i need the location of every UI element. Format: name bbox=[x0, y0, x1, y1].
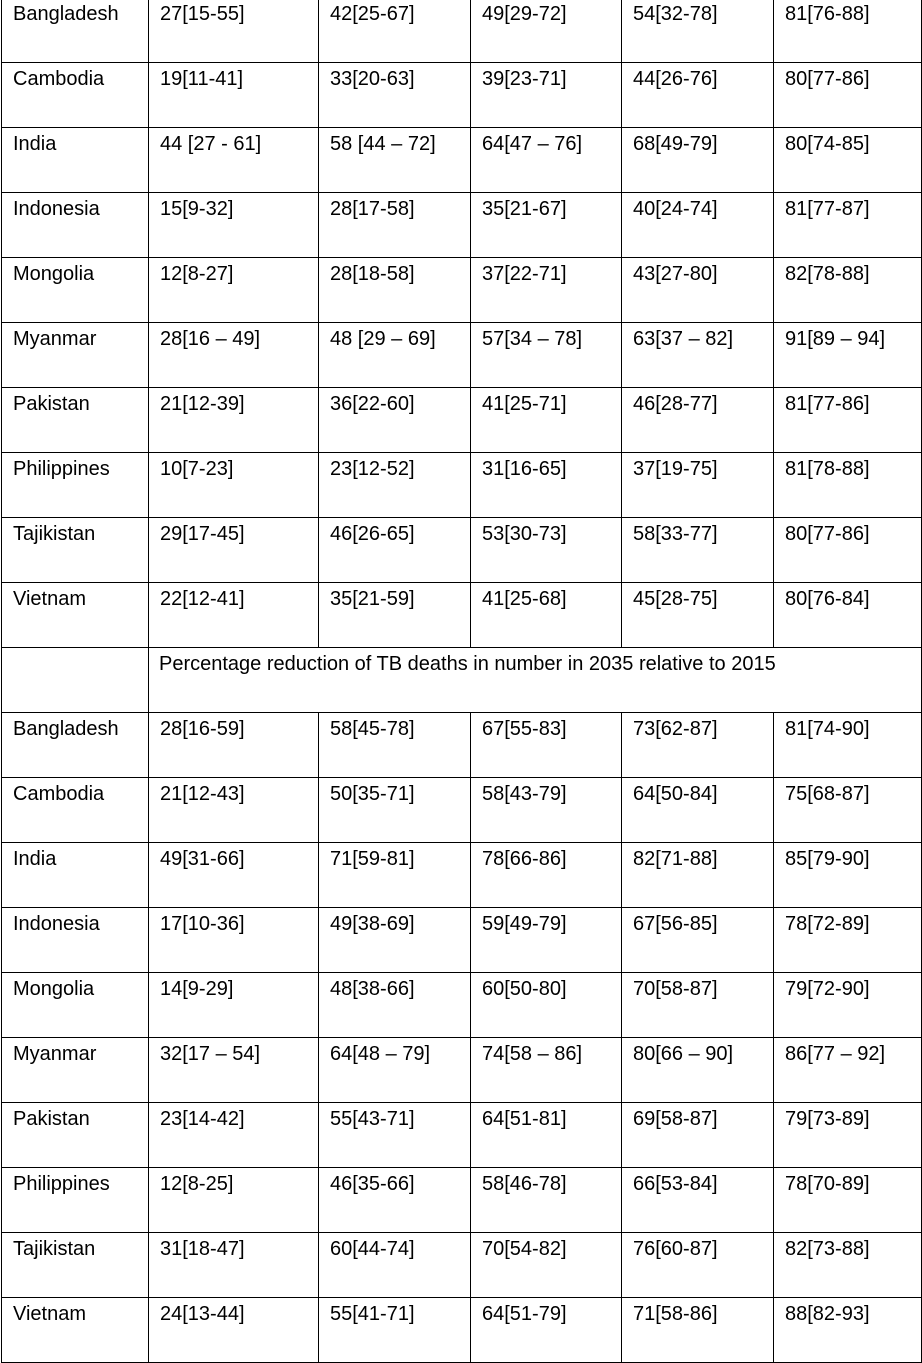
country-cell: Philippines bbox=[2, 1168, 149, 1233]
table-row bbox=[2, 908, 922, 973]
value-cell: 64[50-84] bbox=[622, 778, 774, 843]
country-cell: Tajikistan bbox=[2, 518, 149, 583]
country-cell: Myanmar bbox=[2, 323, 149, 388]
value-cell: 17[10-36] bbox=[149, 908, 319, 973]
table-row bbox=[2, 453, 922, 518]
value-cell: 49[38-69] bbox=[319, 908, 471, 973]
value-cell: 70[58-87] bbox=[622, 973, 774, 1038]
value-cell: 37[19-75] bbox=[622, 453, 774, 518]
value-cell: 58[33-77] bbox=[622, 518, 774, 583]
value-cell: 24[13-44] bbox=[149, 1298, 319, 1363]
value-cell: 28[17-58] bbox=[319, 193, 471, 258]
value-cell: 70[54-82] bbox=[471, 1233, 622, 1298]
value-cell: 55[43-71] bbox=[319, 1103, 471, 1168]
table-row bbox=[2, 973, 922, 1038]
value-cell: 21[12-39] bbox=[149, 388, 319, 453]
value-cell: 21[12-43] bbox=[149, 778, 319, 843]
value-cell: 80[77-86] bbox=[774, 63, 922, 128]
country-cell: Mongolia bbox=[2, 258, 149, 323]
results-table-body bbox=[2, 0, 922, 1363]
table-row bbox=[2, 388, 922, 453]
value-cell: 23[12-52] bbox=[319, 453, 471, 518]
value-cell: 80[66 – 90] bbox=[622, 1038, 774, 1103]
country-cell: Indonesia bbox=[2, 193, 149, 258]
value-cell: 14[9-29] bbox=[149, 973, 319, 1038]
value-cell: 45[28-75] bbox=[622, 583, 774, 648]
value-cell: 35[21-67] bbox=[471, 193, 622, 258]
value-cell: 48[38-66] bbox=[319, 973, 471, 1038]
value-cell: 66[53-84] bbox=[622, 1168, 774, 1233]
table-row bbox=[2, 193, 922, 258]
country-cell: Mongolia bbox=[2, 973, 149, 1038]
value-cell: 91[89 – 94] bbox=[774, 323, 922, 388]
value-cell: 33[20-63] bbox=[319, 63, 471, 128]
value-cell: 67[55-83] bbox=[471, 713, 622, 778]
value-cell: 44[26-76] bbox=[622, 63, 774, 128]
value-cell: 22[12-41] bbox=[149, 583, 319, 648]
value-cell: 48 [29 – 69] bbox=[319, 323, 471, 388]
value-cell: 79[73-89] bbox=[774, 1103, 922, 1168]
value-cell: 58[43-79] bbox=[471, 778, 622, 843]
country-cell: Myanmar bbox=[2, 1038, 149, 1103]
value-cell: 81[77-86] bbox=[774, 388, 922, 453]
table-row bbox=[2, 778, 922, 843]
value-cell: 64[47 – 76] bbox=[471, 128, 622, 193]
value-cell: 43[27-80] bbox=[622, 258, 774, 323]
table-row bbox=[2, 323, 922, 388]
results-table bbox=[1, 0, 922, 1363]
value-cell: 49[31-66] bbox=[149, 843, 319, 908]
value-cell: 82[73-88] bbox=[774, 1233, 922, 1298]
value-cell: 86[77 – 92] bbox=[774, 1038, 922, 1103]
value-cell: 81[78-88] bbox=[774, 453, 922, 518]
value-cell: 31[18-47] bbox=[149, 1233, 319, 1298]
table-row bbox=[2, 1103, 922, 1168]
country-cell: Cambodia bbox=[2, 778, 149, 843]
value-cell: 67[56-85] bbox=[622, 908, 774, 973]
value-cell: 80[77-86] bbox=[774, 518, 922, 583]
table-row bbox=[2, 1168, 922, 1233]
table-row bbox=[2, 1233, 922, 1298]
value-cell: 78[66-86] bbox=[471, 843, 622, 908]
country-cell: Tajikistan bbox=[2, 1233, 149, 1298]
value-cell: 28[16 – 49] bbox=[149, 323, 319, 388]
value-cell: 64[48 – 79] bbox=[319, 1038, 471, 1103]
table-row bbox=[2, 843, 922, 908]
value-cell: 19[11-41] bbox=[149, 63, 319, 128]
value-cell: 27[15-55] bbox=[149, 0, 319, 63]
table-row bbox=[2, 1038, 922, 1103]
table-row bbox=[2, 518, 922, 583]
value-cell: 10[7-23] bbox=[149, 453, 319, 518]
section-title: Percentage reduction of TB deaths in number in 2035 relative to 2015 bbox=[149, 648, 922, 713]
value-cell: 81[77-87] bbox=[774, 193, 922, 258]
country-cell: Pakistan bbox=[2, 1103, 149, 1168]
value-cell: 12[8-25] bbox=[149, 1168, 319, 1233]
value-cell: 46[28-77] bbox=[622, 388, 774, 453]
value-cell: 28[18-58] bbox=[319, 258, 471, 323]
value-cell: 58[45-78] bbox=[319, 713, 471, 778]
value-cell: 64[51-81] bbox=[471, 1103, 622, 1168]
value-cell: 69[58-87] bbox=[622, 1103, 774, 1168]
value-cell: 78[70-89] bbox=[774, 1168, 922, 1233]
value-cell: 41[25-68] bbox=[471, 583, 622, 648]
table-row bbox=[2, 63, 922, 128]
value-cell: 60[50-80] bbox=[471, 973, 622, 1038]
value-cell: 42[25-67] bbox=[319, 0, 471, 63]
value-cell: 32[17 – 54] bbox=[149, 1038, 319, 1103]
value-cell: 75[68-87] bbox=[774, 778, 922, 843]
value-cell: 79[72-90] bbox=[774, 973, 922, 1038]
value-cell: 23[14-42] bbox=[149, 1103, 319, 1168]
value-cell: 78[72-89] bbox=[774, 908, 922, 973]
table-row bbox=[2, 713, 922, 778]
country-cell: Pakistan bbox=[2, 388, 149, 453]
value-cell: 53[30-73] bbox=[471, 518, 622, 583]
value-cell: 60[44-74] bbox=[319, 1233, 471, 1298]
country-cell: India bbox=[2, 843, 149, 908]
value-cell: 12[8-27] bbox=[149, 258, 319, 323]
value-cell: 82[78-88] bbox=[774, 258, 922, 323]
value-cell: 54[32-78] bbox=[622, 0, 774, 63]
country-cell: India bbox=[2, 128, 149, 193]
country-cell: Vietnam bbox=[2, 583, 149, 648]
value-cell: 35[21-59] bbox=[319, 583, 471, 648]
value-cell: 80[76-84] bbox=[774, 583, 922, 648]
value-cell: 88[82-93] bbox=[774, 1298, 922, 1363]
table-row bbox=[2, 128, 922, 193]
section-header-row bbox=[2, 648, 922, 713]
value-cell: 74[58 – 86] bbox=[471, 1038, 622, 1103]
value-cell: 82[71-88] bbox=[622, 843, 774, 908]
country-cell: Cambodia bbox=[2, 63, 149, 128]
value-cell: 58 [44 – 72] bbox=[319, 128, 471, 193]
value-cell: 81[74-90] bbox=[774, 713, 922, 778]
value-cell: 31[16-65] bbox=[471, 453, 622, 518]
value-cell: 40[24-74] bbox=[622, 193, 774, 258]
value-cell: 71[59-81] bbox=[319, 843, 471, 908]
value-cell: 81[76-88] bbox=[774, 0, 922, 63]
value-cell: 39[23-71] bbox=[471, 63, 622, 128]
value-cell: 85[79-90] bbox=[774, 843, 922, 908]
table-row bbox=[2, 0, 922, 63]
value-cell: 50[35-71] bbox=[319, 778, 471, 843]
value-cell: 29[17-45] bbox=[149, 518, 319, 583]
value-cell: 64[51-79] bbox=[471, 1298, 622, 1363]
value-cell: 63[37 – 82] bbox=[622, 323, 774, 388]
value-cell: 44 [27 - 61] bbox=[149, 128, 319, 193]
country-cell: Indonesia bbox=[2, 908, 149, 973]
value-cell: 37[22-71] bbox=[471, 258, 622, 323]
value-cell: 80[74-85] bbox=[774, 128, 922, 193]
value-cell: 58[46-78] bbox=[471, 1168, 622, 1233]
country-cell: Philippines bbox=[2, 453, 149, 518]
value-cell: 28[16-59] bbox=[149, 713, 319, 778]
value-cell: 57[34 – 78] bbox=[471, 323, 622, 388]
country-cell: Bangladesh bbox=[2, 0, 149, 63]
value-cell: 49[29-72] bbox=[471, 0, 622, 63]
value-cell: 15[9-32] bbox=[149, 193, 319, 258]
value-cell: 68[49-79] bbox=[622, 128, 774, 193]
value-cell: 55[41-71] bbox=[319, 1298, 471, 1363]
country-cell: Vietnam bbox=[2, 1298, 149, 1363]
country-cell: Bangladesh bbox=[2, 713, 149, 778]
value-cell: 41[25-71] bbox=[471, 388, 622, 453]
value-cell: 76[60-87] bbox=[622, 1233, 774, 1298]
table-row bbox=[2, 1298, 922, 1363]
value-cell: 73[62-87] bbox=[622, 713, 774, 778]
table-row bbox=[2, 258, 922, 323]
value-cell: 36[22-60] bbox=[319, 388, 471, 453]
value-cell: 46[26-65] bbox=[319, 518, 471, 583]
empty-cell bbox=[2, 648, 149, 713]
value-cell: 46[35-66] bbox=[319, 1168, 471, 1233]
value-cell: 59[49-79] bbox=[471, 908, 622, 973]
value-cell: 71[58-86] bbox=[622, 1298, 774, 1363]
table-row bbox=[2, 583, 922, 648]
